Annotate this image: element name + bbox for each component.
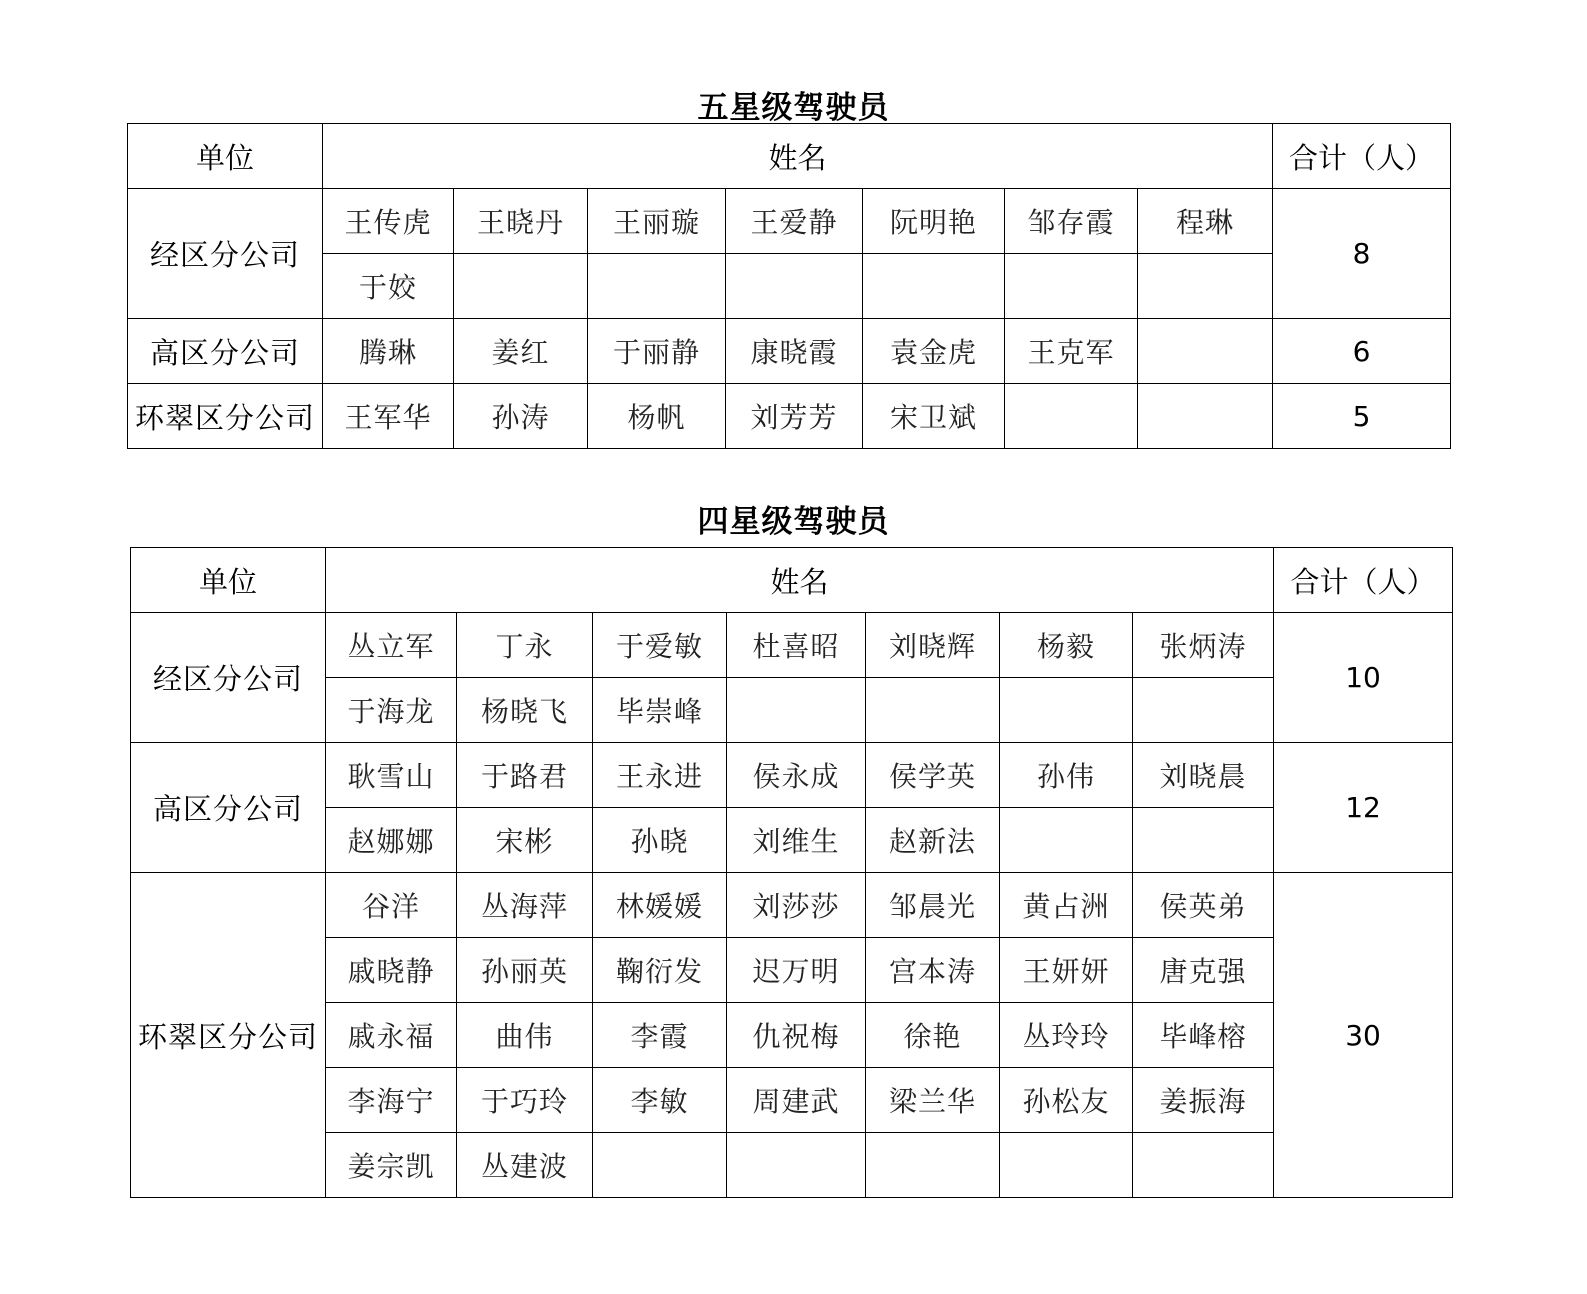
driver-name-cell: 王丽璇 bbox=[588, 189, 726, 254]
driver-name-cell: 孙松友 bbox=[1000, 1068, 1133, 1133]
table-row bbox=[131, 1003, 1453, 1068]
driver-name-cell: 赵娜娜 bbox=[326, 808, 457, 873]
unit-name-cell: 高区分公司 bbox=[128, 319, 323, 384]
driver-name-cell bbox=[593, 1133, 727, 1198]
driver-name-cell: 李霞 bbox=[593, 1003, 727, 1068]
driver-name-cell bbox=[588, 254, 726, 319]
table-row bbox=[131, 1068, 1453, 1133]
table-row bbox=[128, 254, 1451, 319]
driver-name-cell: 宋卫斌 bbox=[863, 384, 1005, 449]
driver-name-cell bbox=[727, 678, 866, 743]
driver-name-cell: 王晓丹 bbox=[454, 189, 588, 254]
driver-name-cell bbox=[1000, 808, 1133, 873]
table-row bbox=[131, 1133, 1453, 1198]
driver-name-cell bbox=[1133, 678, 1274, 743]
driver-name-cell: 邹存霞 bbox=[1005, 189, 1138, 254]
driver-name-cell: 鞠衍发 bbox=[593, 938, 727, 1003]
driver-name-cell: 戚晓静 bbox=[326, 938, 457, 1003]
driver-name-cell: 于姣 bbox=[323, 254, 454, 319]
table-row bbox=[131, 938, 1453, 1003]
driver-name-cell: 杨毅 bbox=[1000, 613, 1133, 678]
driver-name-cell: 梁兰华 bbox=[866, 1068, 1000, 1133]
driver-name-cell: 于巧玲 bbox=[457, 1068, 593, 1133]
unit-name-cell: 环翠区分公司 bbox=[131, 873, 326, 1198]
driver-name-cell bbox=[863, 254, 1005, 319]
driver-name-cell: 侯学英 bbox=[866, 743, 1000, 808]
driver-name-cell: 阮明艳 bbox=[863, 189, 1005, 254]
driver-name-cell bbox=[1138, 384, 1273, 449]
header-total: 合计（人） bbox=[1274, 548, 1453, 613]
driver-name-cell: 宋彬 bbox=[457, 808, 593, 873]
driver-name-cell: 于海龙 bbox=[326, 678, 457, 743]
driver-name-cell: 仇祝梅 bbox=[727, 1003, 866, 1068]
driver-name-cell bbox=[1000, 1133, 1133, 1198]
driver-name-cell bbox=[454, 254, 588, 319]
four-star-title: 四星级驾驶员 bbox=[697, 504, 890, 540]
driver-name-cell: 戚永福 bbox=[326, 1003, 457, 1068]
unit-name-cell: 经区分公司 bbox=[131, 613, 326, 743]
unit-name-cell: 环翠区分公司 bbox=[128, 384, 323, 449]
driver-name-cell: 丁永 bbox=[457, 613, 593, 678]
driver-name-cell: 孙涛 bbox=[454, 384, 588, 449]
driver-name-cell: 耿雪山 bbox=[326, 743, 457, 808]
driver-name-cell: 程琳 bbox=[1138, 189, 1273, 254]
driver-name-cell: 孙晓 bbox=[593, 808, 727, 873]
five-star-table bbox=[127, 123, 1451, 449]
driver-name-cell: 丛海萍 bbox=[457, 873, 593, 938]
table-row bbox=[131, 743, 1453, 808]
driver-name-cell: 杜喜昭 bbox=[727, 613, 866, 678]
driver-name-cell: 于爱敏 bbox=[593, 613, 727, 678]
driver-name-cell: 毕峰榕 bbox=[1133, 1003, 1274, 1068]
header-unit: 单位 bbox=[128, 124, 323, 189]
table-row bbox=[131, 613, 1453, 678]
driver-name-cell: 李敏 bbox=[593, 1068, 727, 1133]
table-row bbox=[131, 808, 1453, 873]
driver-name-cell bbox=[866, 678, 1000, 743]
driver-name-cell: 姜红 bbox=[454, 319, 588, 384]
driver-name-cell bbox=[1133, 808, 1274, 873]
unit-total-cell: 12 bbox=[1274, 743, 1453, 873]
driver-name-cell bbox=[1133, 1133, 1274, 1198]
header-name: 姓名 bbox=[326, 548, 1274, 613]
header-total: 合计（人） bbox=[1273, 124, 1451, 189]
driver-name-cell: 刘晓辉 bbox=[866, 613, 1000, 678]
driver-name-cell: 迟万明 bbox=[727, 938, 866, 1003]
driver-name-cell: 刘莎莎 bbox=[727, 873, 866, 938]
header-row bbox=[128, 124, 1451, 189]
driver-name-cell: 张炳涛 bbox=[1133, 613, 1274, 678]
driver-name-cell: 侯永成 bbox=[727, 743, 866, 808]
table-row bbox=[128, 189, 1451, 254]
driver-name-cell bbox=[866, 1133, 1000, 1198]
driver-name-cell: 丛建波 bbox=[457, 1133, 593, 1198]
driver-name-cell: 康晓霞 bbox=[726, 319, 863, 384]
driver-name-cell bbox=[1138, 319, 1273, 384]
unit-total-cell: 30 bbox=[1274, 873, 1453, 1198]
driver-name-cell: 曲伟 bbox=[457, 1003, 593, 1068]
driver-name-cell: 刘维生 bbox=[727, 808, 866, 873]
table-row bbox=[128, 384, 1451, 449]
driver-name-cell: 腾琳 bbox=[323, 319, 454, 384]
driver-name-cell bbox=[1000, 678, 1133, 743]
header-name: 姓名 bbox=[323, 124, 1273, 189]
driver-name-cell: 徐艳 bbox=[866, 1003, 1000, 1068]
five-star-title: 五星级驾驶员 bbox=[697, 90, 890, 126]
driver-name-cell: 姜宗凯 bbox=[326, 1133, 457, 1198]
driver-name-cell bbox=[1005, 384, 1138, 449]
driver-name-cell: 杨晓飞 bbox=[457, 678, 593, 743]
driver-name-cell: 丛玲玲 bbox=[1000, 1003, 1133, 1068]
driver-name-cell: 杨帆 bbox=[588, 384, 726, 449]
driver-name-cell: 刘芳芳 bbox=[726, 384, 863, 449]
unit-name-cell: 经区分公司 bbox=[128, 189, 323, 319]
unit-total-cell: 5 bbox=[1273, 384, 1451, 449]
table-row bbox=[131, 678, 1453, 743]
driver-name-cell: 王军华 bbox=[323, 384, 454, 449]
table-row bbox=[128, 319, 1451, 384]
driver-name-cell: 孙伟 bbox=[1000, 743, 1133, 808]
driver-name-cell: 赵新法 bbox=[866, 808, 1000, 873]
table-row bbox=[131, 873, 1453, 938]
driver-name-cell bbox=[726, 254, 863, 319]
driver-name-cell: 周建武 bbox=[727, 1068, 866, 1133]
driver-name-cell bbox=[727, 1133, 866, 1198]
driver-name-cell: 于丽静 bbox=[588, 319, 726, 384]
header-unit: 单位 bbox=[131, 548, 326, 613]
driver-name-cell: 王爱静 bbox=[726, 189, 863, 254]
driver-name-cell: 宫本涛 bbox=[866, 938, 1000, 1003]
driver-name-cell bbox=[1138, 254, 1273, 319]
unit-total-cell: 10 bbox=[1274, 613, 1453, 743]
driver-name-cell: 侯英弟 bbox=[1133, 873, 1274, 938]
driver-name-cell: 王传虎 bbox=[323, 189, 454, 254]
driver-name-cell: 唐克强 bbox=[1133, 938, 1274, 1003]
driver-name-cell: 林媛媛 bbox=[593, 873, 727, 938]
driver-name-cell: 姜振海 bbox=[1133, 1068, 1274, 1133]
driver-name-cell: 谷洋 bbox=[326, 873, 457, 938]
driver-name-cell: 邹晨光 bbox=[866, 873, 1000, 938]
header-row bbox=[131, 548, 1453, 613]
unit-total-cell: 8 bbox=[1273, 189, 1451, 319]
driver-name-cell: 孙丽英 bbox=[457, 938, 593, 1003]
unit-name-cell: 高区分公司 bbox=[131, 743, 326, 873]
driver-name-cell: 于路君 bbox=[457, 743, 593, 808]
driver-name-cell bbox=[1005, 254, 1138, 319]
driver-name-cell: 王妍妍 bbox=[1000, 938, 1133, 1003]
driver-name-cell: 黄占洲 bbox=[1000, 873, 1133, 938]
driver-name-cell: 王克军 bbox=[1005, 319, 1138, 384]
driver-name-cell: 袁金虎 bbox=[863, 319, 1005, 384]
four-star-table bbox=[130, 547, 1453, 1198]
driver-name-cell: 王永进 bbox=[593, 743, 727, 808]
unit-total-cell: 6 bbox=[1273, 319, 1451, 384]
driver-name-cell: 丛立军 bbox=[326, 613, 457, 678]
driver-name-cell: 李海宁 bbox=[326, 1068, 457, 1133]
driver-name-cell: 刘晓晨 bbox=[1133, 743, 1274, 808]
driver-name-cell: 毕崇峰 bbox=[593, 678, 727, 743]
